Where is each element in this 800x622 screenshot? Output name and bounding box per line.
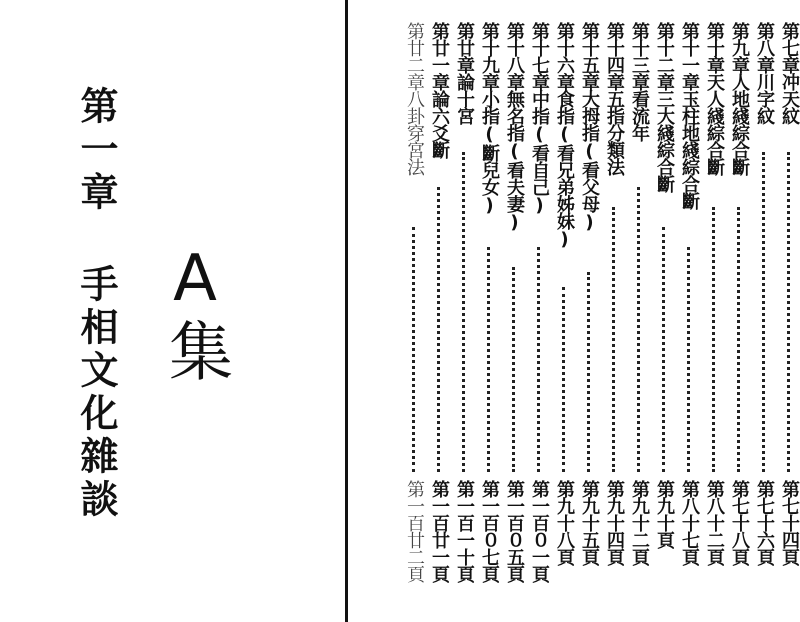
toc-item	[428, 22, 450, 612]
toc-item-title: 第十二章三大綫綜合斷	[654, 22, 675, 192]
toc-item-page: 第一百一十頁	[454, 480, 475, 582]
toc-leader-dots	[562, 287, 569, 472]
toc-item-title: 第九章人地綫綜合斷	[729, 22, 750, 175]
toc-item-page: 第九十頁	[654, 480, 675, 548]
toc-leader-dots	[637, 187, 644, 472]
toc-item-title: 第十八章無名指(看夫妻)	[504, 22, 525, 232]
toc-item-title: 第十章天人綫綜合斷	[704, 22, 725, 175]
toc-item	[628, 22, 650, 612]
toc-item	[578, 22, 600, 612]
toc-item-title: 第十五章大拇指(看父母)	[579, 22, 600, 232]
toc-item	[703, 22, 725, 612]
toc-leader-dots	[787, 152, 794, 472]
toc-item	[503, 22, 525, 612]
toc-item-title: 第廿一章論六爻斷	[429, 22, 450, 158]
toc-item-title: 第十六章食指(看兄弟姊妹)	[554, 22, 575, 249]
toc-item-title: 第八章川字紋	[754, 22, 775, 124]
toc-item-title: 第十四章五指分類法	[604, 22, 625, 175]
toc-leader-dots	[662, 227, 669, 472]
toc-item	[603, 22, 625, 612]
toc-item-title: 第十七章中指(看自己)	[529, 22, 550, 215]
toc-item-page: 第一百０七頁	[479, 480, 500, 582]
toc-leader-dots	[437, 187, 444, 472]
toc-item	[478, 22, 500, 612]
toc-leader-dots	[612, 207, 619, 472]
toc-item-page: 第一百０五頁	[504, 480, 525, 582]
chapter-heading: 第一章 手相文化雜談	[74, 86, 118, 522]
toc-item-page: 第七十八頁	[729, 480, 750, 565]
toc-item-page: 第一百廿二頁	[404, 480, 425, 582]
toc-item	[653, 22, 675, 612]
collection-label: A集	[158, 242, 232, 384]
toc-leader-dots	[687, 247, 694, 472]
toc-item	[753, 22, 775, 612]
toc-item-title: 第十一章玉柱地綫綜合斷	[679, 22, 700, 209]
toc-leader-dots	[737, 207, 744, 472]
toc-leader-dots	[412, 227, 419, 472]
toc-item-page: 第八十七頁	[679, 480, 700, 565]
toc-item-page: 第一百廿一頁	[429, 480, 450, 582]
toc-item	[553, 22, 575, 612]
table-of-contents	[350, 22, 800, 612]
toc-item	[678, 22, 700, 612]
toc-item	[728, 22, 750, 612]
left-page	[0, 0, 345, 622]
toc-leader-dots	[462, 152, 469, 472]
toc-leader-dots	[537, 247, 544, 472]
toc-item-title: 第廿二章八卦穿宮法	[404, 22, 425, 175]
toc-item-page: 第七十四頁	[779, 480, 800, 565]
toc-item-page: 第八十二頁	[704, 480, 725, 565]
toc-item	[403, 22, 425, 612]
toc-item-page: 第九十五頁	[579, 480, 600, 565]
toc-item-page: 第九十二頁	[629, 480, 650, 565]
toc-item	[528, 22, 550, 612]
toc-leader-dots	[512, 267, 519, 472]
toc-item-page: 第九十四頁	[604, 480, 625, 565]
toc-item-title: 第七章冲天紋	[779, 22, 800, 124]
toc-item	[453, 22, 475, 612]
toc-leader-dots	[762, 152, 769, 472]
toc-leader-dots	[587, 272, 594, 472]
page-divider	[345, 0, 348, 622]
toc-item-title: 第十三章看流年	[629, 22, 650, 141]
toc-leader-dots	[487, 247, 494, 472]
toc-item-title: 第十九章小指(斷兒女)	[479, 22, 500, 215]
toc-item-page: 第七十六頁	[754, 480, 775, 565]
toc-item-page: 第九十八頁	[554, 480, 575, 565]
toc-item	[778, 22, 800, 612]
toc-leader-dots	[712, 207, 719, 472]
toc-item-page: 第一百０一頁	[529, 480, 550, 582]
toc-item-title: 第廿章論十宮	[454, 22, 475, 124]
